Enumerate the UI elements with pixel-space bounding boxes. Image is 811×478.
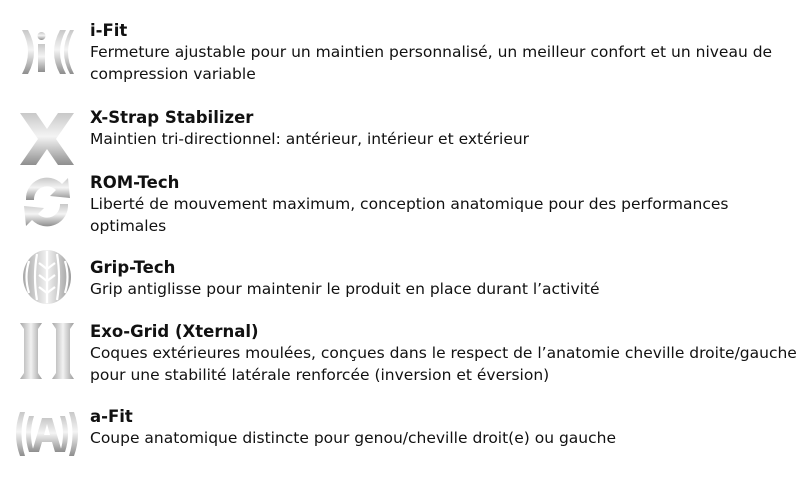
feature-title: ROM-Tech [90,173,180,192]
feature-title: i-Fit [90,21,128,40]
a-fit-icon [14,404,80,464]
grip-tech-icon [14,247,80,307]
feature-description: Coupe anatomique distincte pour genou/cheville droit(e) ou gauche [90,429,617,447]
rom-tech-icon [14,172,80,232]
feature-description: Maintien tri-directionnel: antérieur, intérieur et extérieur [90,130,530,148]
ifit-icon [14,22,80,82]
x-strap-icon [14,109,80,169]
feature-description: Liberté de mouvement maximum, conception anatomique pour des performances optimales [90,195,729,235]
feature-description: Fermeture ajustable pour un maintien personnalisé, un meilleur confort et un niveau de compression variable [90,43,773,83]
feature-title: a-Fit [90,407,133,426]
exo-grid-icon [14,321,80,381]
feature-title: X-Strap Stabilizer [90,108,254,127]
feature-description: Grip antiglisse pour maintenir le produit en place durant l’activité [90,280,600,298]
feature-title: Grip-Tech [90,258,176,277]
feature-title: Exo-Grid (Xternal) [90,322,259,341]
feature-description: Coques extérieures moulées, conçues dans le respect de l’anatomie cheville droite/gauche pour une stabilité latérale renforcée (inversion et éversion) [90,344,797,384]
